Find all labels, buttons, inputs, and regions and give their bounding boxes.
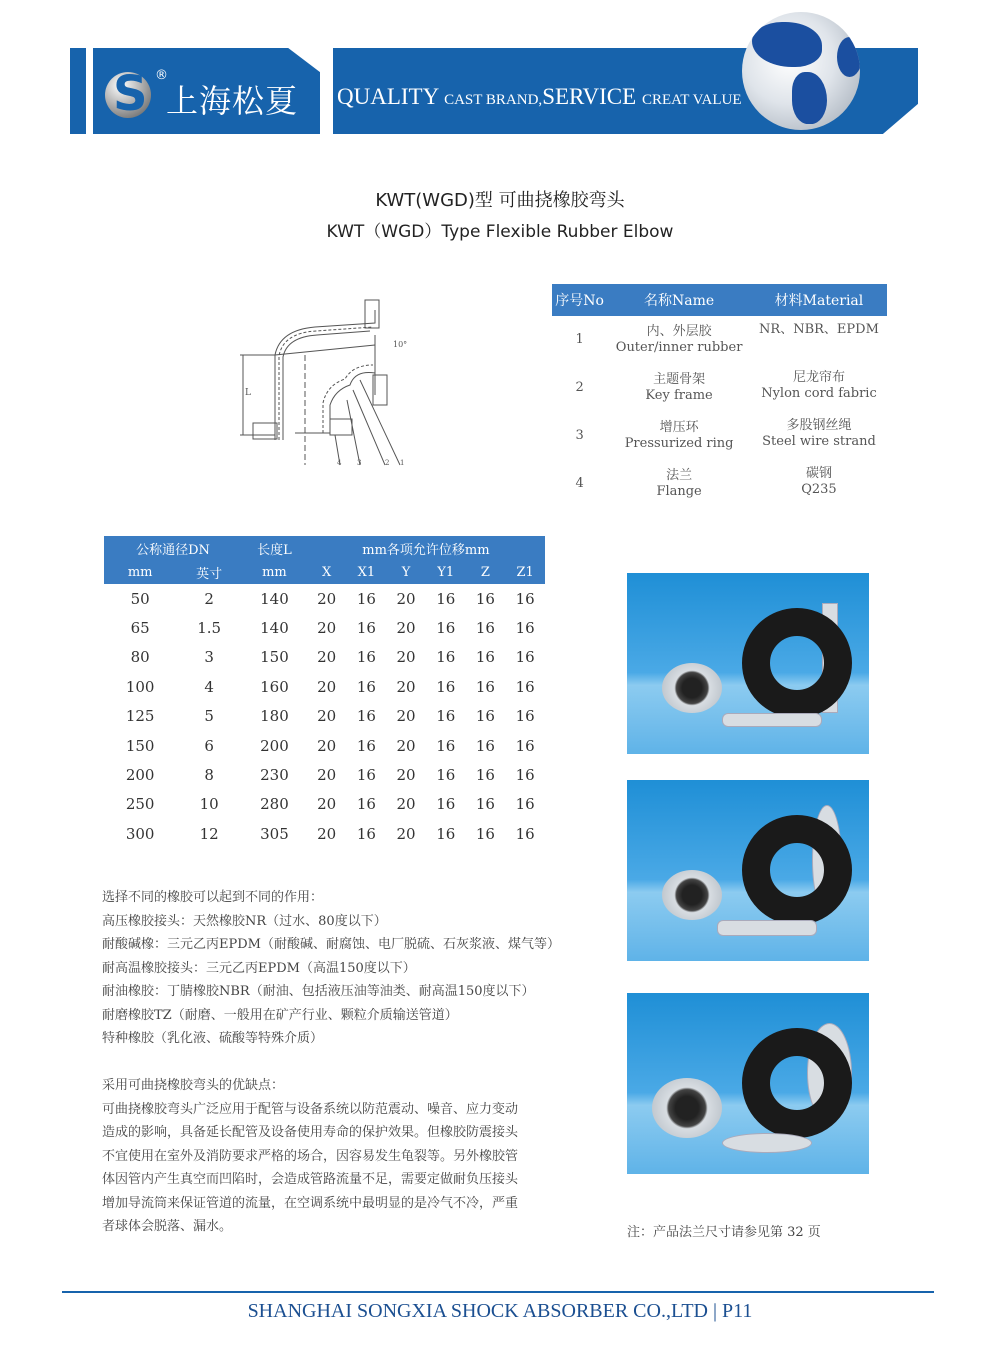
table-cell: 140 [260,589,289,608]
page-title-cn: KWT(WGD)型 可曲挠橡胶弯头 [375,190,625,211]
paragraph-line: 者球体会脱落、漏水。 [102,1219,233,1234]
table-cell: 20 [396,824,416,843]
group-header: 长度L [242,536,307,560]
footer-divider [62,1291,934,1293]
table-cell: 16 [515,619,535,638]
material-cn: 碳钢 [805,466,832,481]
table-cell: 20 [317,677,337,696]
column-header: Y1 [426,560,466,584]
table-cell: 16 [475,677,495,696]
column-header: 材料Material [751,284,887,316]
table-cell: 200 [125,766,155,785]
diagram-label: L [245,388,251,398]
page-number: P11 [722,1300,753,1322]
slogan-part: SERVICE [542,84,642,109]
table-cell: 8 [204,766,214,785]
table-cell: 16 [515,707,535,726]
table-cell: 16 [356,619,376,638]
material [751,460,887,508]
table-cell: 16 [436,795,456,814]
table-cell: 16 [515,648,535,667]
advantages-paragraph [102,1074,518,1239]
table-cell: 20 [317,795,337,814]
table-cell: 16 [356,677,376,696]
list-line: 耐油橡胶：丁腈橡胶NBR（耐油、包括液压油等油类、耐高温150度以下） [102,984,535,999]
part-name [607,460,751,508]
column-header: mm [242,560,307,584]
table-cell: 4 [204,677,214,696]
list-line: 特种橡胶（乳化液、硫酸等特殊介质） [102,1031,324,1046]
table-cell: 230 [260,766,289,785]
table-cell: 100 [125,677,155,696]
table-row [104,819,545,848]
material-cn: NR、NBR、EPDM [759,322,879,337]
table-cell: 16 [436,707,456,726]
paragraph-line: 增加导流筒来保证管道的流量，在空调系统中最明显的是冷气不冷，严重 [102,1195,519,1211]
dimensions-table [104,536,545,849]
footer-company: SHANGHAI SONGXIA SHOCK ABSORBER CO.,LTD [247,1300,709,1322]
table-cell: 12 [199,824,219,843]
list-line: 高压橡胶接头：天然橡胶NR（过水、80度以下） [102,913,387,929]
table-row [552,460,887,508]
list-line: 选择不同的橡胶可以起到不同的作用： [102,890,324,905]
part-name [607,316,751,364]
table-cell: 16 [475,766,495,785]
diagram-label: 10° [393,340,408,349]
table-cell: 125 [125,707,155,726]
slogan-part: CAST BRAND, [444,92,543,108]
table-cell: 16 [515,766,535,785]
column-header: mm [104,560,176,584]
table-cell: 20 [317,648,337,667]
product-photo [627,573,869,754]
column-header: X [307,560,347,584]
table-cell: 20 [396,766,416,785]
table-cell: 300 [125,824,155,843]
material-en: Steel wire strand [762,434,876,449]
part-name-cn: 增压环 [659,420,699,435]
table-cell: 16 [436,824,456,843]
column-header: 序号No [552,284,607,316]
material-en: Q235 [801,482,837,497]
registered-mark: ® [155,68,168,83]
group-header: 公称通径DN [104,536,242,560]
table-cell: 20 [396,619,416,638]
material [751,364,887,412]
table-cell: 16 [475,824,495,843]
logo-icon: S [105,72,151,118]
diagram-label: 2 [385,459,390,467]
slogan [337,84,742,110]
table-cell: 16 [475,707,495,726]
table-cell: 16 [515,736,535,755]
table-cell: 16 [356,589,376,608]
table-cell: 16 [436,736,456,755]
material-cn: 尼龙帘布 [792,370,845,385]
table-cell: 180 [260,707,289,726]
table-cell: 5 [204,707,214,726]
table-cell: 20 [396,707,416,726]
diagram-label: 4 [337,459,342,467]
part-name [607,412,751,460]
diagram-label: 3 [357,459,362,467]
part-name [607,364,751,412]
table-row [104,584,545,613]
table-cell: 6 [204,736,214,755]
table-cell: 16 [515,795,535,814]
table-cell: 20 [317,736,337,755]
table-cell: 20 [317,766,337,785]
slogan-part: QUALITY [337,84,445,109]
table-row [104,760,545,789]
table-cell: 10 [199,795,219,814]
part-name-cn: 内、外层胶 [646,324,712,339]
paragraph-line: 造成的影响，具备延长配管及设备使用寿命的保护效果。但橡胶防震接头 [102,1125,519,1140]
material [751,316,887,364]
materials-table [552,284,887,508]
table-cell: 16 [436,766,456,785]
table-cell: 16 [436,619,456,638]
footer-separator: | [713,1300,718,1322]
row-number: 1 [575,332,584,347]
row-number: 2 [575,380,584,395]
table-cell: 140 [260,619,289,638]
table-cell: 305 [260,824,289,843]
table-cell: 16 [475,589,495,608]
part-name-en: Pressurized ring [624,436,734,451]
table-cell: 16 [356,736,376,755]
table-cell: 16 [475,619,495,638]
material-en: Nylon cord fabric [761,386,877,401]
table-row [552,364,887,412]
group-header: mm各项允许位移mm [307,536,545,560]
table-cell: 50 [130,589,150,608]
globe-icon [742,12,860,130]
column-header: Z1 [505,560,545,584]
table-cell: 20 [396,795,416,814]
table-cell: 160 [260,677,289,696]
table-cell: 16 [356,766,376,785]
list-line: 耐高温橡胶接头：三元乙丙EPDM（高温150度以下） [102,960,416,976]
table-cell: 20 [396,648,416,667]
table-cell: 65 [130,619,150,638]
table-cell: 16 [356,795,376,814]
table-row [104,731,545,760]
table-row [104,790,545,819]
paragraph-line: 采用可曲挠橡胶弯头的优缺点： [102,1078,285,1093]
table-cell: 1.5 [197,619,222,638]
table-cell: 20 [396,677,416,696]
table-row [104,613,545,642]
part-name-en: Outer/inner rubber [615,340,743,355]
table-cell: 2 [204,589,214,608]
paragraph-line: 可曲挠橡胶弯头广泛应用于配管与设备系统以防范震动、噪音、应力变动 [102,1101,519,1117]
table-cell: 3 [204,648,214,667]
paragraph-line: 体因管内产生真空而凹陷时，会造成管路流量不足，需要定做耐负压接头 [102,1172,519,1187]
table-cell: 16 [515,589,535,608]
table-cell: 280 [260,795,289,814]
column-header: Z [466,560,506,584]
table-cell: 16 [515,824,535,843]
row-number: 4 [575,476,584,491]
product-photo [627,780,869,961]
table-cell: 150 [260,648,289,667]
rubber-types-list [102,886,560,1051]
table-cell: 20 [317,619,337,638]
table-row [104,643,545,672]
list-line: 耐酸碱橡：三元乙丙EPDM（耐酸碱、耐腐蚀、电厂脱硫、石灰浆液、煤气等） [102,937,560,952]
part-name-cn: 法兰 [666,468,693,483]
part-name-en: Key frame [645,388,713,403]
table-cell: 16 [436,677,456,696]
table-row [104,702,545,731]
table-cell: 150 [125,736,155,755]
page-title-en: KWT（WGD）Type Flexible Rubber Elbow [326,222,674,242]
brand-name: 上海松夏 [166,82,299,120]
table-cell: 20 [317,589,337,608]
column-header: Y [386,560,426,584]
table-cell: 16 [356,707,376,726]
column-header: 英寸 [176,560,242,584]
column-header: X1 [347,560,387,584]
table-cell: 16 [475,795,495,814]
table-cell: 16 [356,824,376,843]
table-cell: 16 [436,648,456,667]
table-cell: 16 [475,648,495,667]
table-cell: 80 [130,648,150,667]
table-cell: 200 [260,736,289,755]
row-number: 3 [575,428,584,443]
table-cell: 20 [396,589,416,608]
elbow-cross-section-diagram [235,295,415,470]
diagram-label: 1 [400,459,405,467]
part-name-en: Flange [656,484,702,499]
list-line: 耐磨橡胶TZ（耐磨、一般用在矿产行业、颗粒介质输送管道） [102,1007,458,1023]
table-cell: 20 [317,707,337,726]
table-row [552,412,887,460]
material [751,412,887,460]
table-row [104,672,545,701]
slogan-part: CREAT VALUE [641,92,742,108]
header-left-bar [70,48,86,134]
table-cell: 16 [475,736,495,755]
table-cell: 16 [436,589,456,608]
table-cell: 20 [317,824,337,843]
note: 注：产品法兰尺寸请参见第 32 页 [627,1225,821,1240]
product-photo [627,993,869,1174]
table-cell: 16 [515,677,535,696]
footer [0,1300,1000,1323]
column-header: 名称Name [607,284,751,316]
paragraph-line: 不宜使用在室外及消防要求严格的场合，因容易发生龟裂等。另外橡胶管 [102,1148,519,1164]
material-cn: 多股钢丝绳 [786,418,852,433]
table-row [552,316,887,364]
table-cell: 16 [356,648,376,667]
table-cell: 250 [125,795,155,814]
table-cell: 20 [396,736,416,755]
part-name-cn: 主题骨架 [653,372,706,387]
